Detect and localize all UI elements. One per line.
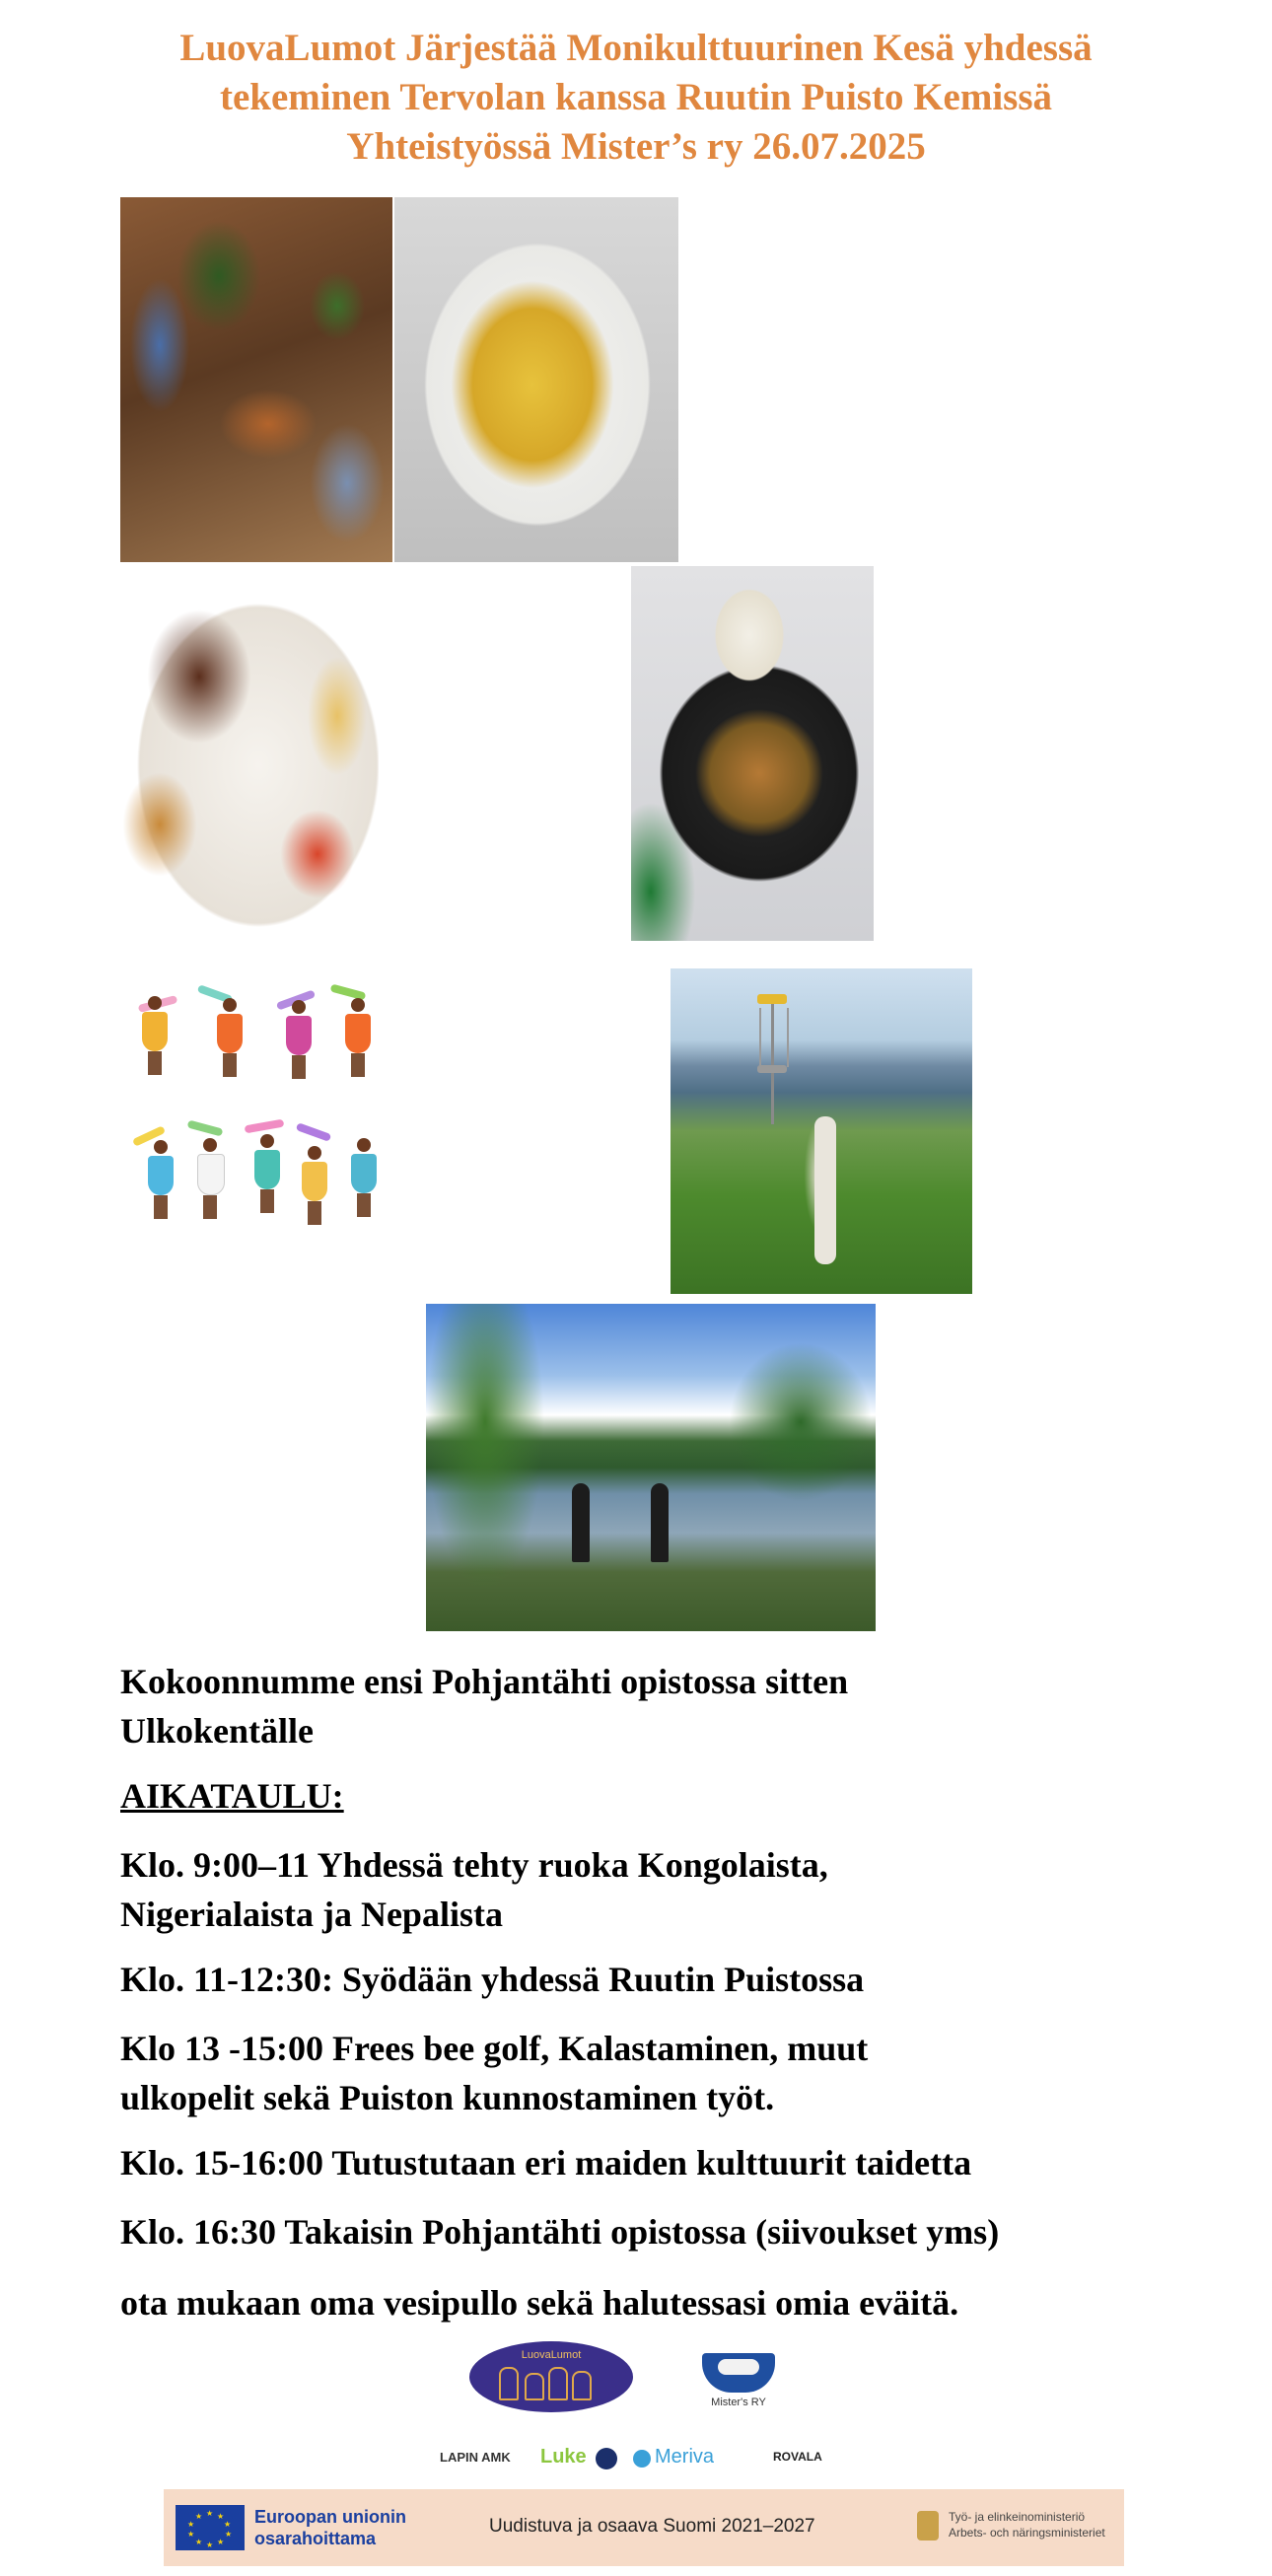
program-name: Uudistuva ja osaava Suomi 2021–2027 xyxy=(489,2516,815,2537)
title-line-2: tekeminen Tervolan kanssa Ruutin Puisto Kemissä xyxy=(219,76,1053,118)
schedule-heading: AIKATAULU: xyxy=(120,1776,344,1816)
title-line-1: LuovaLumot Järjestää Monikulttuurinen Kesä yhdessä xyxy=(179,27,1093,69)
schedule-item-2: Klo. 11-12:30: Syödään yhdessä Ruutin Puistossa xyxy=(120,1960,865,1999)
misters-ry-logo-text: Mister's RY xyxy=(711,2397,766,2408)
grilled-meat-plate-photo xyxy=(120,568,379,941)
ministry-line-1: Työ- ja elinkeinoministeriö xyxy=(949,2510,1086,2524)
ministry-line-2: Arbets- och näringsministeriet xyxy=(949,2526,1105,2540)
schedule-item-5: Klo. 16:30 Takaisin Pohjantähti opistossa (siivoukset yms) xyxy=(120,2212,1000,2252)
fishing-lake-photo xyxy=(426,1304,876,1631)
misters-ry-logo xyxy=(684,2341,793,2412)
rovala-logo: ROVALA xyxy=(773,2450,822,2464)
dancers-illustration xyxy=(128,976,389,1252)
bring-water-note: ota mukaan oma vesipullo sekä halutessasi omia eväitä. xyxy=(120,2283,959,2323)
market-vegetables-photo xyxy=(120,197,392,562)
disc-golf-photo xyxy=(671,968,972,1294)
schedule-item-4: Klo. 15-16:00 Tutustutaan eri maiden kulttuurit taidetta xyxy=(120,2143,972,2182)
schedule-item-3-line-1: Klo 13 -15:00 Frees bee golf, Kalastaminen, muut xyxy=(120,2029,869,2068)
rice-dish-photo xyxy=(394,197,678,562)
sponsor-logos xyxy=(440,2444,854,2479)
title-line-3: Yhteistyössä Mister’s ry 26.07.2025 xyxy=(346,125,926,168)
eu-funding-banner xyxy=(164,2489,1124,2566)
luovalumot-logo xyxy=(469,2341,633,2412)
luovalumot-logo-text: LuovaLumot xyxy=(521,2349,582,2361)
ministry-lion-icon xyxy=(917,2511,939,2540)
intro-line-1: Kokoonnumme ensi Pohjantähti opistossa sitten xyxy=(120,1662,849,1701)
schedule-item-3-line-2: ulkopelit sekä Puiston kunnostaminen työt. xyxy=(120,2078,775,2117)
schedule-item-1 xyxy=(120,1840,1225,1939)
intro-text xyxy=(120,1657,1225,1755)
university-emblem-icon xyxy=(596,2448,617,2469)
meriva-logo: Meriva xyxy=(655,2446,715,2468)
schedule-item-3 xyxy=(120,2024,1225,2122)
schedule-item-1-line-1: Klo. 9:00–11 Yhdessä tehty ruoka Kongolaista, xyxy=(120,1845,828,1885)
fufu-soup-bowl-photo xyxy=(631,566,874,941)
lapin-amk-logo: LAPIN AMK xyxy=(440,2450,511,2465)
eu-funding-line-2: osarahoittama xyxy=(254,2529,377,2548)
intro-line-2: Ulkokentälle xyxy=(120,1711,315,1751)
eu-flag-icon: ★ ★ ★ ★ ★ ★ ★ ★ ★ ★ xyxy=(176,2505,245,2550)
schedule-item-1-line-2: Nigerialaista ja Nepalista xyxy=(120,1895,503,1934)
eu-funding-line-1: Euroopan unionin xyxy=(254,2507,406,2527)
luke-logo: Luke xyxy=(540,2446,587,2468)
page-title xyxy=(39,24,1233,172)
meriva-icon xyxy=(633,2450,651,2468)
